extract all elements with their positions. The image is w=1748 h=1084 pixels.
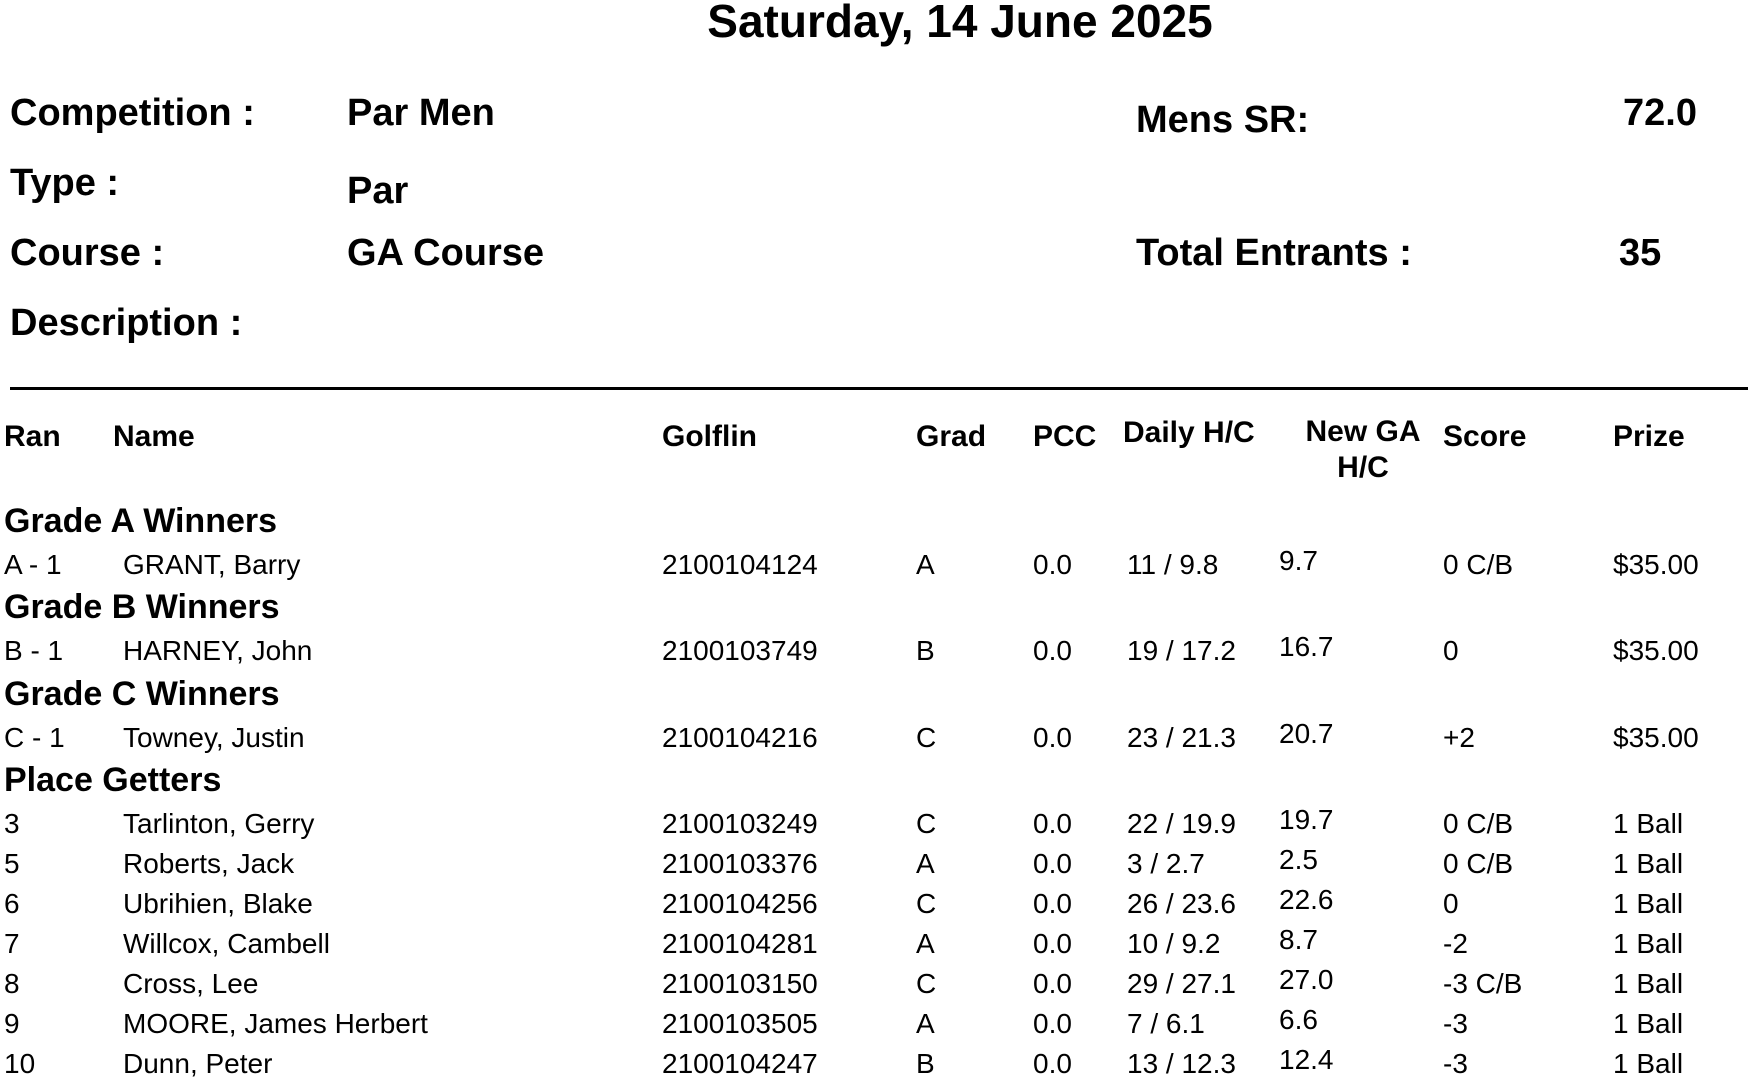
- cell-rank: B - 1: [4, 635, 64, 666]
- cell-grade: A: [916, 928, 935, 959]
- cell-prize: 1 Ball: [1613, 968, 1684, 999]
- cell-pcc: 0.0: [1033, 635, 1072, 666]
- cell-prize: 1 Ball: [1613, 1048, 1684, 1079]
- cell-rank: 6: [4, 888, 20, 919]
- cell-pcc: 0.0: [1033, 1048, 1072, 1079]
- cell-daily-hc: 7 / 6.1: [1127, 1008, 1205, 1039]
- cell-grade: A: [916, 1008, 935, 1039]
- cell-golflink: 2100103505: [662, 1008, 818, 1039]
- cell-grade: C: [916, 968, 937, 999]
- entrants-label: Total Entrants :: [1136, 232, 1412, 274]
- cell-golflink: 2100103150: [662, 968, 818, 999]
- cell-prize: $35.00: [1613, 722, 1699, 753]
- description-label: Description :: [10, 302, 243, 344]
- cell-daily-hc: 23 / 21.3: [1127, 722, 1236, 753]
- cell-score: -2: [1443, 928, 1468, 959]
- cell-golflink: 2100103749: [662, 635, 818, 666]
- col-golflink: Golflin: [662, 420, 757, 453]
- section-heading: Grade C Winners: [4, 675, 280, 713]
- cell-new-ga-hc: 16.7: [1279, 631, 1334, 662]
- section-heading: Grade A Winners: [4, 502, 278, 540]
- cell-name: Dunn, Peter: [123, 1048, 273, 1079]
- cell-golflink: 2100104256: [662, 888, 818, 919]
- cell-golflink: 2100103249: [662, 808, 818, 839]
- cell-pcc: 0.0: [1033, 549, 1072, 580]
- cell-pcc: 0.0: [1033, 1008, 1072, 1039]
- cell-prize: 1 Ball: [1613, 808, 1684, 839]
- cell-prize: 1 Ball: [1613, 848, 1684, 879]
- cell-name: Tarlinton, Gerry: [123, 808, 315, 839]
- cell-pcc: 0.0: [1033, 928, 1072, 959]
- cell-rank: 10: [4, 1048, 36, 1079]
- cell-score: 0: [1443, 635, 1459, 666]
- cell-new-ga-hc: 22.6: [1279, 884, 1334, 915]
- cell-prize: 1 Ball: [1613, 888, 1684, 919]
- type-label: Type :: [10, 162, 120, 204]
- col-pcc: PCC: [1033, 420, 1097, 453]
- cell-pcc: 0.0: [1033, 848, 1072, 879]
- competition-label: Competition :: [10, 92, 255, 134]
- col-rank: Ran: [4, 420, 61, 453]
- cell-golflink: 2100104247: [662, 1048, 818, 1079]
- cell-name: MOORE, James Herbert: [123, 1008, 428, 1039]
- cell-golflink: 2100104124: [662, 549, 818, 580]
- cell-new-ga-hc: 6.6: [1279, 1004, 1318, 1035]
- cell-grade: B: [916, 1048, 935, 1079]
- entrants-value: 35: [1619, 232, 1662, 274]
- cell-score: 0 C/B: [1443, 848, 1514, 879]
- cell-rank: 9: [4, 1008, 20, 1039]
- cell-daily-hc: 26 / 23.6: [1127, 888, 1236, 919]
- col-prize: Prize: [1613, 420, 1685, 453]
- cell-grade: B: [916, 635, 935, 666]
- col-new-ga-line1: New GA: [1305, 415, 1421, 448]
- cell-new-ga-hc: 2.5: [1279, 844, 1318, 875]
- cell-name: Towney, Justin: [123, 722, 305, 753]
- cell-new-ga-hc: 12.4: [1279, 1044, 1334, 1075]
- col-new-ga-line2: H/C: [1337, 451, 1389, 484]
- cell-score: 0: [1443, 888, 1459, 919]
- cell-new-ga-hc: 20.7: [1279, 718, 1334, 749]
- cell-prize: 1 Ball: [1613, 928, 1684, 959]
- cell-new-ga-hc: 27.0: [1279, 964, 1334, 995]
- cell-score: -3 C/B: [1443, 968, 1523, 999]
- cell-name: Willcox, Cambell: [123, 928, 330, 959]
- course-label: Course :: [10, 232, 165, 274]
- type-value: Par: [347, 170, 409, 212]
- cell-golflink: 2100103376: [662, 848, 818, 879]
- section-heading: Grade B Winners: [4, 588, 280, 626]
- cell-golflink: 2100104216: [662, 722, 818, 753]
- col-name: Name: [113, 420, 195, 453]
- sr-label: Mens SR:: [1136, 99, 1310, 141]
- cell-new-ga-hc: 19.7: [1279, 804, 1334, 835]
- cell-daily-hc: 29 / 27.1: [1127, 968, 1236, 999]
- cell-rank: 8: [4, 968, 20, 999]
- cell-score: -3: [1443, 1008, 1468, 1039]
- cell-name: Roberts, Jack: [123, 848, 295, 879]
- col-score: Score: [1443, 420, 1527, 453]
- cell-name: HARNEY, John: [123, 635, 313, 666]
- cell-rank: 7: [4, 928, 20, 959]
- cell-grade: C: [916, 808, 937, 839]
- course-value: GA Course: [347, 232, 545, 274]
- cell-score: 0 C/B: [1443, 549, 1514, 580]
- cell-score: 0 C/B: [1443, 808, 1514, 839]
- cell-grade: A: [916, 848, 935, 879]
- cell-new-ga-hc: 8.7: [1279, 924, 1318, 955]
- cell-score: +2: [1443, 722, 1475, 753]
- cell-pcc: 0.0: [1033, 968, 1072, 999]
- col-grade: Grad: [916, 420, 987, 453]
- cell-prize: $35.00: [1613, 549, 1699, 580]
- cell-rank: 5: [4, 848, 20, 879]
- competition-value: Par Men: [347, 92, 495, 134]
- cell-daily-hc: 10 / 9.2: [1127, 928, 1221, 959]
- cell-grade: C: [916, 722, 937, 753]
- header-divider: [10, 387, 1748, 390]
- cell-daily-hc: 3 / 2.7: [1127, 848, 1205, 879]
- cell-grade: C: [916, 888, 937, 919]
- cell-name: GRANT, Barry: [123, 549, 301, 580]
- cell-daily-hc: 13 / 12.3: [1127, 1048, 1236, 1079]
- cell-grade: A: [916, 549, 935, 580]
- cell-pcc: 0.0: [1033, 722, 1072, 753]
- cell-pcc: 0.0: [1033, 888, 1072, 919]
- cell-daily-hc: 11 / 9.8: [1127, 549, 1219, 580]
- cell-rank: 3: [4, 808, 20, 839]
- cell-golflink: 2100104281: [662, 928, 818, 959]
- cell-prize: 1 Ball: [1613, 1008, 1684, 1039]
- cell-name: Cross, Lee: [123, 968, 259, 999]
- col-new-ga-hc: [1288, 414, 1438, 486]
- cell-rank: C - 1: [4, 722, 65, 753]
- cell-name: Ubrihien, Blake: [123, 888, 313, 919]
- report-date: Saturday, 14 June 2025: [707, 0, 1213, 47]
- cell-daily-hc: 22 / 19.9: [1127, 808, 1236, 839]
- cell-prize: $35.00: [1613, 635, 1699, 666]
- cell-new-ga-hc: 9.7: [1279, 545, 1318, 576]
- cell-rank: A - 1: [4, 549, 62, 580]
- sr-value: 72.0: [1623, 92, 1697, 134]
- cell-score: -3: [1443, 1048, 1468, 1079]
- section-heading: Place Getters: [4, 761, 222, 799]
- col-daily-hc: Daily H/C: [1123, 416, 1255, 449]
- cell-pcc: 0.0: [1033, 808, 1072, 839]
- cell-daily-hc: 19 / 17.2: [1127, 635, 1236, 666]
